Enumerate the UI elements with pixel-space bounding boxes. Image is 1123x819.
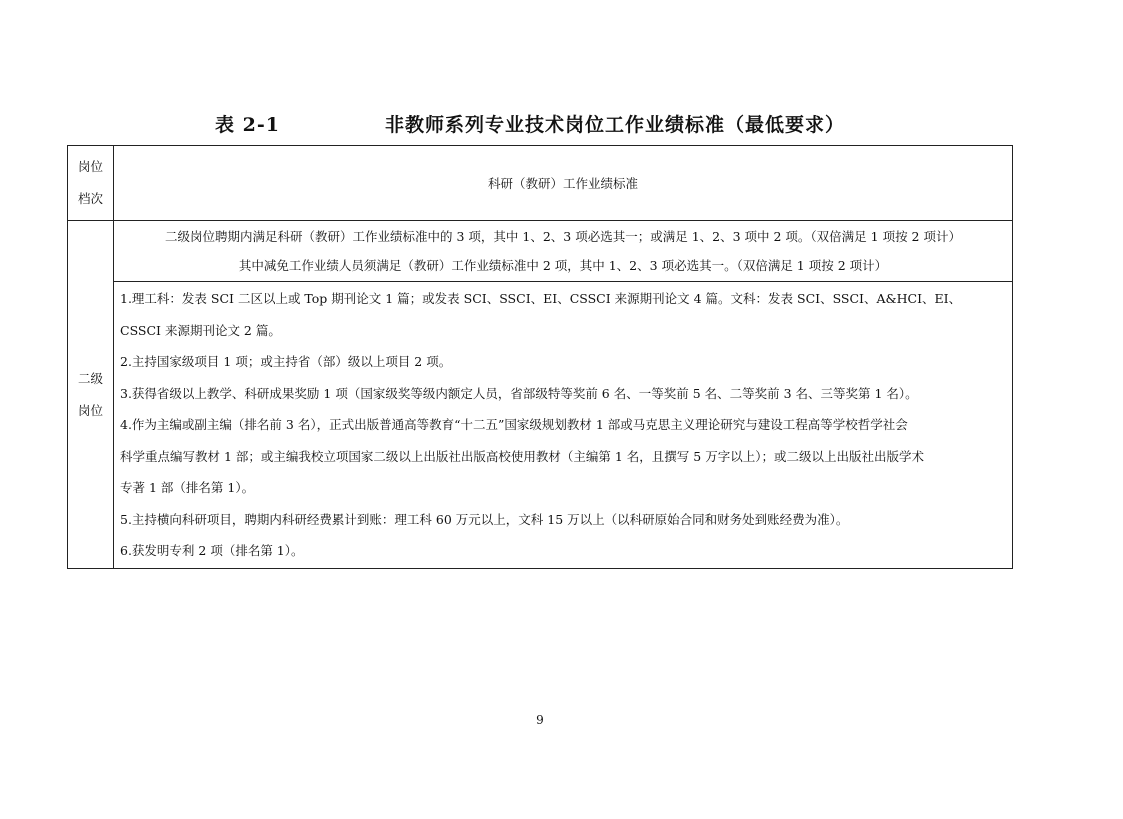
item-line: 科学重点编写教材 1 部；或主编我校立项国家二级以上出版社出版高校使用教材（主编第 1 名，且撰写 5 万字以上）；或二级以上出版社出版学术 [120,448,924,464]
item-line: 1.理工科：发表 SCI 二区以上或 Top 期刊论文 1 篇；或发表 SCI、SSCI、EI、CSSCI 来源期刊论文 4 篇。文科：发表 SCI、SSCI、A&HCI、EI、 [120,291,962,307]
header-level-line: 岗位 [77,159,103,174]
item-line: 2.主持国家级项目 1 项；或主持省（部）级以上项目 2 项。 [120,354,452,370]
table-title-text: 非教师系列专业技术岗位工作业绩标准（最低要求） [385,114,846,136]
item-line: CSSCI 来源期刊论文 2 篇。 [120,322,281,338]
item-line: 6.获发明专利 2 项（排名第 1）。 [120,543,304,559]
item-line: 4.作为主编或副主编（排名前 3 名），正式出版普通高等教育“十二五”国家级规划教材 1 部或马克思主义理论研究与建设工程高等学校哲学社会 [120,417,908,433]
level-line: 岗位 [77,402,103,418]
page-number: 9 [536,713,544,727]
table-number: 表 2-1 [215,114,280,136]
items-cell [114,282,1013,569]
requirement-line: 其中减免工作业绩人员须满足（教研）工作业绩标准中 2 项，其中 1、2、3 项必选其一。（双倍满足 1 项按 2 项计） [238,258,888,273]
performance-standards-table [67,145,1013,569]
table-title [0,110,1123,140]
item-line: 3.获得省级以上教学、科研成果奖励 1 项（国家级奖等级内额定人员，省部级特等奖前 6 名、一等奖前 5 名、二等奖前 3 名、三等奖第 1 名）。 [120,385,918,401]
table-header-row [68,146,1013,221]
requirement-row [68,221,1013,282]
requirement-line: 二级岗位聘期内满足科研（教研）工作业绩标准中的 3 项，其中 1、2、3 项必选其一；或满足 1、2、3 项中 2 项。（双倍满足 1 项按 2 项计） [165,229,961,244]
level-cell [68,221,114,569]
items-row [68,282,1013,569]
level-line: 二级 [77,370,103,386]
item-line: 5.主持横向科研项目，聘期内科研经费累计到账：理工科 60 万元以上，文科 15 万以上（以科研原始合同和财务处到账经费为准）。 [120,511,849,527]
header-level-line: 档次 [77,191,103,206]
header-level-cell [68,146,114,221]
header-standard-cell: 科研（教研）工作业绩标准 [114,146,1013,221]
requirement-cell [114,221,1013,282]
item-line: 专著 1 部（排名第 1）。 [120,480,255,496]
